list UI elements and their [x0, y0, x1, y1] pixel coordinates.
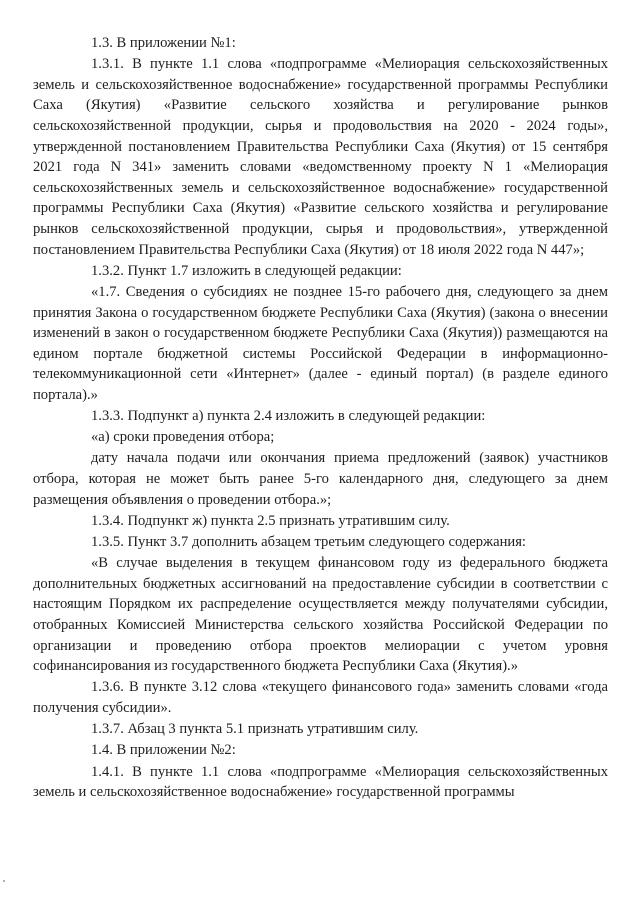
clause-1-3-2: 1.3.2. Пункт 1.7 изложить в следующей редакции: — [91, 262, 402, 279]
scan-artifact — [3, 880, 5, 882]
clause-1-3-7: 1.3.7. Абзац 3 пункта 5.1 признать утратившим силу. — [91, 721, 419, 738]
document-body — [33, 33, 608, 803]
clause-1-3-4: 1.3.4. Подпункт ж) пункта 2.5 признать утратившим силу. — [91, 512, 450, 529]
clause-1-3-1: 1.3.1. В пункте 1.1 слова «подпрограмме «Мелиорация сельскохозяйственных земель и сельскохозяйственное водоснабжение» государственной программы Республики Саха (Якутия) «Развитие сельского хозяйства и регулирование рынков сельскохозяйственной продукции, сырья и продовольствия на 2020 - 2024 годы», утвержденной постановлением Правительства Республики Саха (Якутия) от 15 сентября 2021 года N 341» заменить словами «ведомственному проекту N 1 «Мелиорация сельскохозяйственных земель и сельскохозяйственное водоснабжение» государственной программы Республики Саха (Якутия) «Развитие сельского хозяйства и регулирование рынков сельскохозяйственной продукции, сырья и продовольствия», утвержденной постановлением Правительства Республики Саха (Якутия) от 18 июля 2022 года N 447»; — [33, 56, 608, 258]
quote-1-7: «1.7. Сведения о субсидиях не позднее 15-го рабочего дня, следующего за днем принятия Закона о государственном бюджете Республики Саха (Якутия) (закона о внесении изменений в закон о государственном бюджете Республики Саха (Якутия)) размещаются на едином портале бюджетной системы Российской Федерации в информационно-телекоммуникационной сети «Интернет» (далее - единый портал) (в разделе единого портала).» — [33, 283, 608, 403]
section-1-3-heading: 1.3. В приложении №1: — [91, 35, 236, 51]
quote-3-7-third-paragraph: «В случае выделения в текущем финансовом году из федерального бюджета дополнительных бюджетных ассигнований на предоставление субсидии в соответствии с настоящим Порядком их распределение осуществляется между получателями субсидии, отобранных Комиссией Министерства сельского хозяйства Российской Федерации по организации и проведению отбора проектов мелиорации с учетом уровня софинансирования из государственного бюджета Республики Саха (Якутия).» — [33, 555, 608, 675]
quote-subitem-a-continued: дату начала подачи или окончания приема предложений (заявок) участников отбора, которая не может быть ранее 5-го календарного дня, следующего за днем размещения объявления о проведении отбора.»; — [33, 450, 608, 508]
clause-1-4-1: 1.4.1. В пункте 1.1 слова «подпрограмме «Мелиорация сельскохозяйственных земель и сельскохозяйственное водоснабжение» государственной программы — [33, 763, 608, 801]
quote-subitem-a: «а) сроки проведения отбора; — [91, 429, 275, 446]
section-1-4-heading: 1.4. В приложении №2: — [91, 742, 236, 759]
clause-1-3-6: 1.3.6. В пункте 3.12 слова «текущего финансового года» заменить словами «года получения субсидии». — [33, 679, 608, 716]
clause-1-3-3: 1.3.3. Подпункт а) пункта 2.4 изложить в следующей редакции: — [91, 408, 486, 425]
clause-1-3-5: 1.3.5. Пункт 3.7 дополнить абзацем третьим следующего содержания: — [91, 534, 526, 550]
